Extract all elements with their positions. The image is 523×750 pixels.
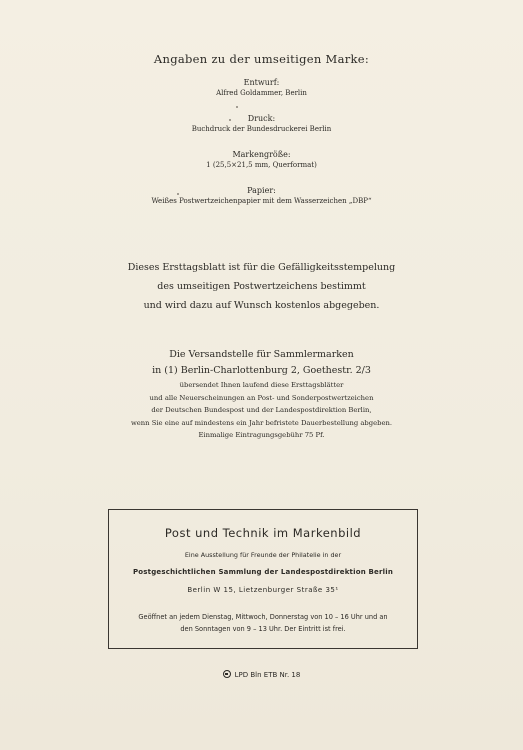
office-detail-line: und alle Neuerscheinungen an Post- und Sonderpostwertzeichen (149, 393, 374, 402)
opening-line: Geöffnet an jedem Dienstag, Mittwoch, Donnerstag von 10 – 16 Uhr und an (138, 613, 388, 621)
stamp-size-label: Markengröße: (232, 150, 291, 159)
office-fee-line: Einmalige Eintragungsgebühr 75 Pf. (198, 431, 325, 439)
exhibition-organizer: Postgeschichtlichen Sammlung der Landespostdirektion Berlin (132, 568, 394, 576)
print-label: Druck: (247, 114, 276, 123)
footer-text: LPD Bln ETB Nr. 18 (234, 671, 301, 679)
print-block (0, 114, 523, 134)
print-value: Buchdruck der Bundesdruckerei Berlin (191, 125, 332, 133)
exhibition-subtitle: Eine Ausstellung für Freunde der Philatelie in der (184, 551, 342, 559)
paper-label: Papier: (247, 186, 276, 195)
details-heading: Angaben zu der umseitigen Marke: (153, 52, 370, 66)
notice-line: und wird dazu auf Wunsch kostenlos abgegeben. (143, 300, 380, 311)
office-line: Die Versandstelle für Sammlermarken (169, 349, 354, 360)
first-day-notice (0, 258, 523, 315)
design-value: Alfred Goldammer, Berlin (216, 89, 307, 97)
notice-line: Dieses Ersttagsblatt ist für die Gefälligkeitsstempelung (127, 262, 396, 273)
stamp-size-block (0, 150, 523, 170)
paper-value: Weißes Postwertzeichenpapier mit dem Wasserzeichen „DBP“ (151, 197, 372, 205)
paper-speck (236, 106, 238, 108)
stamp-size-value: 1 (25,5×21,5 mm, Querformat) (206, 161, 317, 169)
paper-speck (177, 193, 179, 195)
exhibition-box (108, 509, 418, 649)
collector-office-info (0, 347, 523, 442)
notice-line: des umseitigen Postwertzeichens bestimmt (157, 281, 366, 292)
exhibition-opening-hours (109, 611, 417, 635)
design-label: Entwurf: (243, 78, 280, 87)
exhibition-title: Post und Technik im Markenbild (164, 526, 362, 540)
opening-line: den Sonntagen von 9 – 13 Uhr. Der Eintritt ist frei. (180, 625, 346, 633)
footer-reference (0, 670, 523, 679)
office-address: in (1) Berlin-Charlottenburg 2, Goethestr. 2/3 (152, 365, 371, 376)
office-detail-line: der Deutschen Bundespost und der Landespostdirektion Berlin, (151, 406, 372, 414)
exhibition-address: Berlin W 15, Lietzenburger Straße 35¹ (187, 586, 339, 594)
office-detail-line: übersendet Ihnen laufend diese Ersttagsblätter (179, 381, 344, 389)
design-block (0, 78, 523, 98)
paper-speck (229, 119, 231, 121)
paper-block (0, 186, 523, 206)
office-detail-line: wenn Sie eine auf mindestens ein Jahr befristete Dauerbestellung abgeben. (130, 418, 393, 427)
post-horn-icon (223, 670, 231, 678)
